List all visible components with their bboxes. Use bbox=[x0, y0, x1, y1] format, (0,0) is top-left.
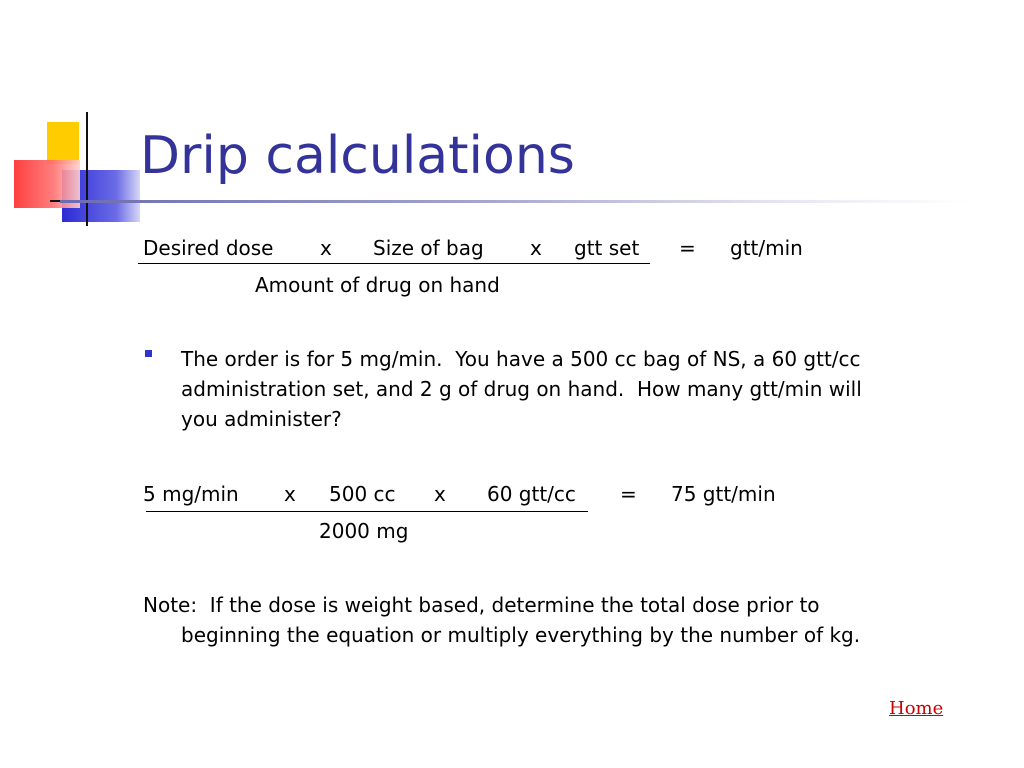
example-fraction-bar bbox=[146, 511, 588, 512]
example-multiply-2: x bbox=[434, 482, 446, 506]
example-equals: = bbox=[620, 482, 637, 506]
formula-multiply-1: x bbox=[320, 236, 332, 260]
formula-result: gtt/min bbox=[730, 236, 803, 260]
decorative-corner-graphic bbox=[0, 100, 150, 230]
home-link[interactable]: Home bbox=[889, 698, 944, 719]
slide-title: Drip calculations bbox=[140, 126, 575, 186]
example-dose: 5 mg/min bbox=[143, 482, 239, 506]
formula-fraction-bar bbox=[138, 263, 650, 264]
example-denominator: 2000 mg bbox=[319, 519, 409, 543]
bullet-question bbox=[181, 344, 862, 434]
note bbox=[143, 590, 860, 650]
formula-equals: = bbox=[679, 236, 696, 260]
bullet-line-3: you administer? bbox=[181, 407, 342, 431]
formula-gtt-set: gtt set bbox=[574, 236, 640, 260]
note-line-2: beginning the equation or multiply everything by the number of kg. bbox=[181, 623, 861, 647]
example-multiply-1: x bbox=[284, 482, 296, 506]
formula-desired-dose: Desired dose bbox=[143, 236, 274, 260]
bullet-line-2: administration set, and 2 g of drug on hand. How many gtt/min will bbox=[181, 377, 862, 401]
example-result: 75 gtt/min bbox=[671, 482, 776, 506]
example-gtt-set: 60 gtt/cc bbox=[487, 482, 576, 506]
note-line-1: Note: If the dose is weight based, determine the total dose prior to bbox=[143, 593, 820, 617]
bullet-line-1: The order is for 5 mg/min. You have a 500 cc bag of NS, a 60 gtt/cc bbox=[181, 347, 861, 371]
formula-multiply-2: x bbox=[530, 236, 542, 260]
example-bag-size: 500 cc bbox=[329, 482, 396, 506]
formula-denominator: Amount of drug on hand bbox=[255, 273, 500, 297]
title-underline bbox=[60, 200, 970, 203]
yellow-square bbox=[47, 122, 79, 164]
bullet-square-icon bbox=[145, 350, 152, 357]
formula-size-of-bag: Size of bag bbox=[373, 236, 484, 260]
